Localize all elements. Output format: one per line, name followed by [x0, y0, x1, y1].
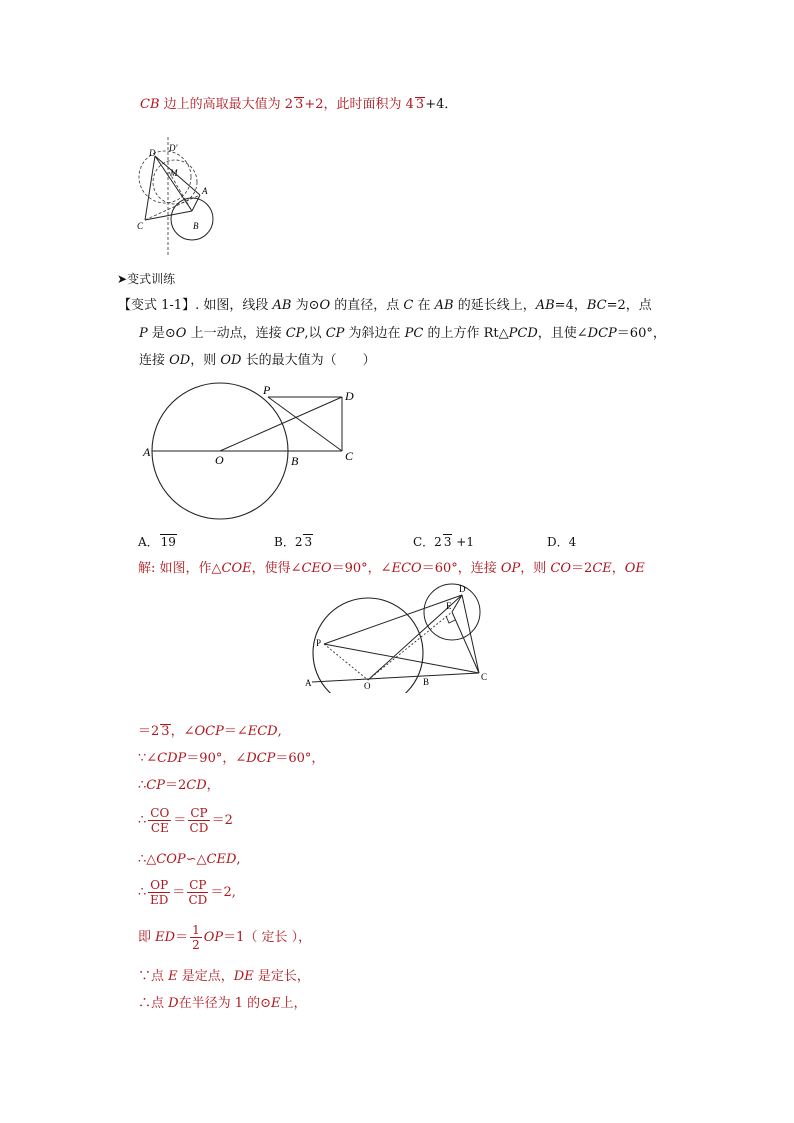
var: CEO	[301, 561, 332, 576]
text-area-max: +2，此时面积为 4	[304, 97, 414, 112]
text: ∴	[138, 885, 147, 900]
text: ＝1（ 定长 ），	[223, 930, 312, 945]
sqrt-three: 3	[295, 97, 304, 112]
text: ＝	[175, 930, 189, 945]
text: ,	[277, 724, 282, 739]
label-c: C	[345, 449, 354, 463]
figure-3	[300, 578, 500, 693]
denominator: CD	[188, 893, 208, 907]
label-p: P	[263, 383, 271, 397]
text: 长的最大值为（ ）	[241, 353, 376, 368]
denominator: 2	[192, 938, 200, 952]
var: CP	[325, 326, 345, 341]
var: OD	[169, 353, 191, 368]
text: ，∠	[170, 724, 195, 739]
option-a-label: A．	[138, 535, 159, 549]
option-a-value: 19	[160, 535, 176, 549]
var: O	[319, 298, 331, 313]
text: 的上方作 Rt△	[423, 326, 509, 341]
text: ，则	[190, 353, 221, 368]
var: CDP	[157, 751, 187, 766]
text: ＝2	[164, 778, 187, 793]
label-b: B	[193, 221, 199, 231]
solution-line-9	[138, 968, 310, 986]
label-o: O	[215, 453, 224, 467]
text: ，则	[520, 561, 551, 576]
text: ，	[611, 561, 625, 576]
text: 即	[138, 930, 156, 945]
var: COE	[221, 561, 252, 576]
segment-pd	[324, 595, 462, 644]
var: OCP	[194, 724, 224, 739]
text: ＝60°，	[275, 751, 325, 766]
option-b-label: B．2	[274, 535, 303, 549]
figure-1	[125, 132, 235, 257]
var: OD	[220, 353, 242, 368]
text: 在	[413, 298, 435, 313]
label-e: E	[446, 601, 452, 611]
line-ac	[312, 673, 479, 682]
text: ＝2,	[210, 885, 236, 900]
text: ,	[236, 852, 241, 867]
text: 的延长线上，	[453, 298, 536, 313]
var: E	[168, 969, 178, 984]
segment-pc	[324, 644, 479, 673]
text: 在半径为 1 的⊙	[178, 996, 272, 1011]
fraction-cp-cd	[188, 806, 209, 835]
text: ＝2	[211, 813, 233, 828]
text: 上一动点，连接	[186, 326, 286, 341]
segment-dc	[462, 595, 479, 673]
solution-line-2	[138, 723, 282, 741]
fraction-one-half	[190, 923, 202, 952]
segment-ca-dashed	[145, 195, 200, 220]
text: =2，点	[606, 298, 652, 313]
text: ∴△	[138, 852, 157, 867]
var: ED	[155, 930, 176, 945]
figure-2	[135, 380, 365, 525]
var: CE	[592, 561, 612, 576]
option-b-value: 3	[304, 535, 313, 549]
label-d: D	[459, 584, 466, 594]
var: DE	[233, 969, 254, 984]
fraction-op-ed	[148, 878, 170, 907]
text-height-max: 边上的高取最大值为 2	[159, 97, 294, 112]
text: . 如图，线段	[195, 298, 273, 313]
var: C	[403, 298, 414, 313]
solution-line-10	[138, 995, 307, 1013]
solution-line-6	[138, 851, 241, 869]
var: O	[175, 326, 187, 341]
text: ∵∠	[138, 751, 158, 766]
var: BC	[586, 298, 607, 313]
text: 解: 如图，作△	[138, 561, 222, 576]
text: ＝2	[138, 724, 160, 739]
var: P	[139, 326, 148, 341]
segment-ec	[452, 612, 479, 673]
text: 是⊙	[147, 326, 176, 341]
numerator: CP	[189, 878, 207, 892]
text: 上，	[280, 996, 307, 1011]
segment-ab	[192, 195, 200, 211]
option-c-value: 3	[443, 535, 452, 549]
var: AB	[535, 298, 555, 313]
section-title: 变式训练	[127, 272, 176, 286]
problem-line-1	[118, 297, 652, 315]
solution-line-8	[138, 923, 311, 953]
var: COP	[156, 852, 186, 867]
var: ECD	[247, 724, 278, 739]
var: OE	[624, 561, 645, 576]
option-d[interactable]	[547, 533, 576, 551]
var: DCP	[587, 326, 617, 341]
top-result-line	[140, 96, 457, 114]
problem-line-2	[139, 325, 666, 343]
var: CO	[550, 561, 572, 576]
var: E	[271, 996, 281, 1011]
text: ＝∠	[223, 724, 248, 739]
text: 是定点，	[177, 969, 234, 984]
option-b[interactable]	[274, 533, 313, 551]
text: =4，	[554, 298, 587, 313]
numerator: OP	[150, 878, 169, 892]
solution-line-5	[138, 806, 233, 836]
label-b: B	[423, 677, 430, 687]
var: D	[168, 996, 179, 1011]
segment-po-dashed	[324, 644, 368, 680]
label-d: D	[149, 148, 156, 158]
text-area-tail: +4．	[425, 97, 458, 112]
option-c-label: C．2	[413, 535, 442, 549]
var: OP	[500, 561, 521, 576]
text: 连接	[139, 353, 170, 368]
text: 为⊙	[291, 298, 320, 313]
numerator: CO	[150, 806, 170, 820]
label-d: D	[345, 389, 354, 403]
text: 是定长，	[253, 969, 310, 984]
solution-line-4	[138, 777, 220, 795]
dashed-circle-left	[139, 151, 191, 203]
segment-cb: CB	[140, 97, 160, 112]
option-a[interactable]	[138, 533, 177, 551]
section-heading	[117, 270, 175, 288]
fraction-co-ce	[148, 806, 171, 835]
text: ，	[206, 778, 220, 793]
solution-line-7	[138, 878, 236, 908]
segment-pc	[268, 397, 342, 451]
fraction-cp-cd	[187, 878, 208, 907]
text: ∽△	[185, 852, 207, 867]
segment-oe-dashed	[368, 612, 452, 680]
denominator: CD	[189, 821, 209, 835]
var: AB	[434, 298, 454, 313]
option-c[interactable]	[413, 533, 474, 551]
label-p: P	[316, 638, 322, 648]
solution-line-1	[138, 560, 645, 578]
numerator: CP	[190, 806, 208, 820]
arrow-icon: ➤	[117, 272, 128, 286]
numerator: 1	[192, 923, 200, 937]
sqrt-three: 3	[415, 97, 425, 112]
denominator: CE	[150, 821, 169, 835]
circle-b	[171, 198, 213, 240]
label-a: A	[305, 678, 312, 688]
var: PCD	[508, 326, 538, 341]
denominator: ED	[150, 893, 169, 907]
text: ＝90°，∠	[331, 561, 392, 576]
text: ∵点	[138, 969, 169, 984]
label-c: C	[481, 672, 488, 682]
label-a: A	[202, 186, 208, 196]
option-d-label: D．4	[547, 535, 577, 549]
problem-tag: 【变式 1-1】	[118, 298, 196, 313]
sqrt-three: 3	[161, 724, 170, 739]
problem-line-3	[139, 352, 376, 370]
text: ＝2	[571, 561, 593, 576]
label-m: M	[170, 168, 178, 178]
var: OP	[203, 930, 224, 945]
var: CED	[206, 852, 237, 867]
label-d-prime: D'	[169, 143, 178, 153]
label-c: C	[137, 221, 144, 231]
text: ∴点	[138, 996, 169, 1011]
var: CP	[285, 326, 305, 341]
var: CD	[186, 778, 207, 793]
text: 的直径，点	[330, 298, 404, 313]
segment-od	[220, 397, 342, 451]
text: ，使得∠	[251, 561, 302, 576]
text: ,以	[304, 326, 326, 341]
var: DCP	[246, 751, 276, 766]
option-c-tail: +1	[452, 535, 474, 549]
var: PC	[404, 326, 424, 341]
var: CP	[146, 778, 165, 793]
var: AB	[272, 298, 292, 313]
solution-line-3	[138, 750, 324, 768]
text: ＝60°，	[616, 326, 666, 341]
right-angle-mark	[446, 616, 455, 623]
segment-cb	[145, 211, 192, 220]
label-b: B	[291, 454, 299, 468]
label-a: A	[143, 445, 151, 459]
text: ＝	[172, 885, 186, 900]
label-o: O	[364, 681, 371, 691]
text: ＝	[173, 813, 187, 828]
text: ＝90°，∠	[186, 751, 247, 766]
text: ＝60°，连接	[421, 561, 501, 576]
text: ∴	[138, 778, 147, 793]
var: ECO	[391, 561, 422, 576]
text: 为斜边在	[344, 326, 405, 341]
text: ∴	[138, 813, 147, 828]
text: ，且使∠	[537, 326, 588, 341]
